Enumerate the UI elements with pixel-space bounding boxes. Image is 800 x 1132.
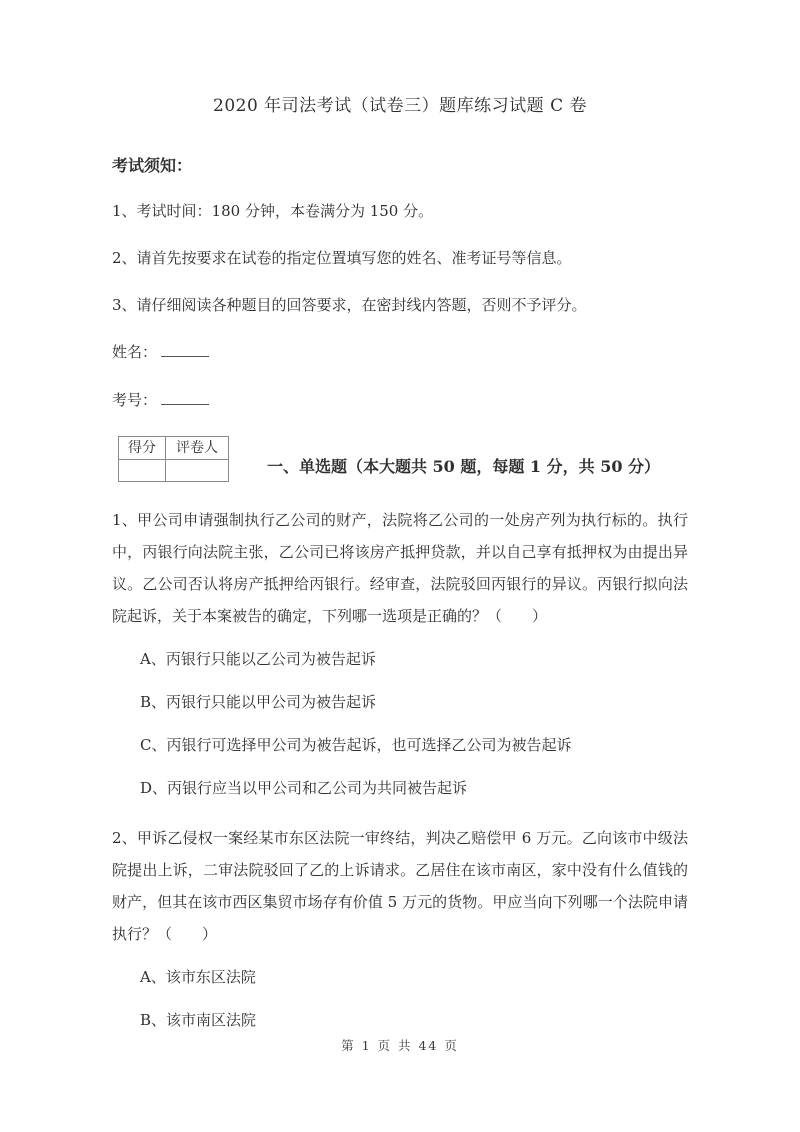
- question-1-option-b: B、丙银行只能以甲公司为被告起诉: [140, 693, 377, 711]
- section-title: 一、单选题（本大题共 50 题，每题 1 分，共 50 分）: [266, 457, 661, 476]
- notice-heading: 考试须知：: [112, 156, 193, 175]
- score-table-header-row: [119, 437, 229, 460]
- question-1-option-d: D、丙银行应当以甲公司和乙公司为共同被告起诉: [140, 779, 468, 797]
- question-1-option-c: C、丙银行可选择甲公司为被告起诉，也可选择乙公司为被告起诉: [140, 736, 572, 754]
- notice-item-3: 3、请仔细阅读各种题目的回答要求，在密封线内答题，否则不予评分。: [112, 296, 587, 314]
- question-1: [112, 504, 688, 804]
- page-number-footer: 第 1 页 共 44 页: [341, 1038, 459, 1053]
- question-2-options: [112, 961, 688, 1036]
- notice-item-2: 2、请首先按要求在试卷的指定位置填写您的姓名、准考证号等信息。: [112, 249, 572, 267]
- question-1-option-a: A、丙银行只能以乙公司为被告起诉: [140, 650, 376, 668]
- score-table: [118, 436, 229, 482]
- question-1-text: 1、甲公司申请强制执行乙公司的财产，法院将乙公司的一处房产列为执行标的。执行中，丙银行向法院主张，乙公司已将该房产抵押贷款，并以自己享有抵押权为由提出异议。乙公司否认将房产抵押给丙银行。经审查，法院驳回丙银行的异议。丙银行拟向法院起诉，关于本案被告的确定，下列哪一选项是正确的？（ ）: [112, 511, 688, 625]
- name-blank-line: [161, 341, 209, 357]
- notice-item-1: 1、考试时间：180 分钟，本卷满分为 150 分。: [112, 202, 434, 220]
- score-value-cell: [119, 460, 166, 482]
- score-section: [112, 436, 688, 482]
- question-1-options: [112, 643, 688, 804]
- score-table-value-row: [119, 460, 229, 482]
- page-title: 2020 年司法考试（试卷三）题库练习试题 C 卷: [213, 96, 587, 116]
- question-2-option-b: B、该市南区法院: [140, 1011, 257, 1029]
- grader-value-cell: [166, 460, 229, 482]
- score-header-cell: 得分: [119, 437, 166, 460]
- exam-number-label: 考号：: [112, 391, 158, 409]
- name-label: 姓名：: [112, 343, 158, 361]
- question-2-option-a: A、该市东区法院: [140, 968, 256, 986]
- question-2-text: 2、甲诉乙侵权一案经某市东区法院一审终结，判决乙赔偿甲 6 万元。乙向该市中级法院提出上诉，二审法院驳回了乙的上诉请求。乙居住在该市南区，家中没有什么值钱的财产，但其在该市西区集贸市场存有价值 5 万元的货物。甲应当向下列哪一个法院申请执行？（ ）: [112, 829, 688, 943]
- name-field-row: [112, 340, 688, 364]
- question-2: [112, 822, 688, 1036]
- exam-number-blank-line: [161, 389, 209, 405]
- grader-header-cell: 评卷人: [166, 437, 229, 460]
- exam-number-field-row: [112, 388, 688, 412]
